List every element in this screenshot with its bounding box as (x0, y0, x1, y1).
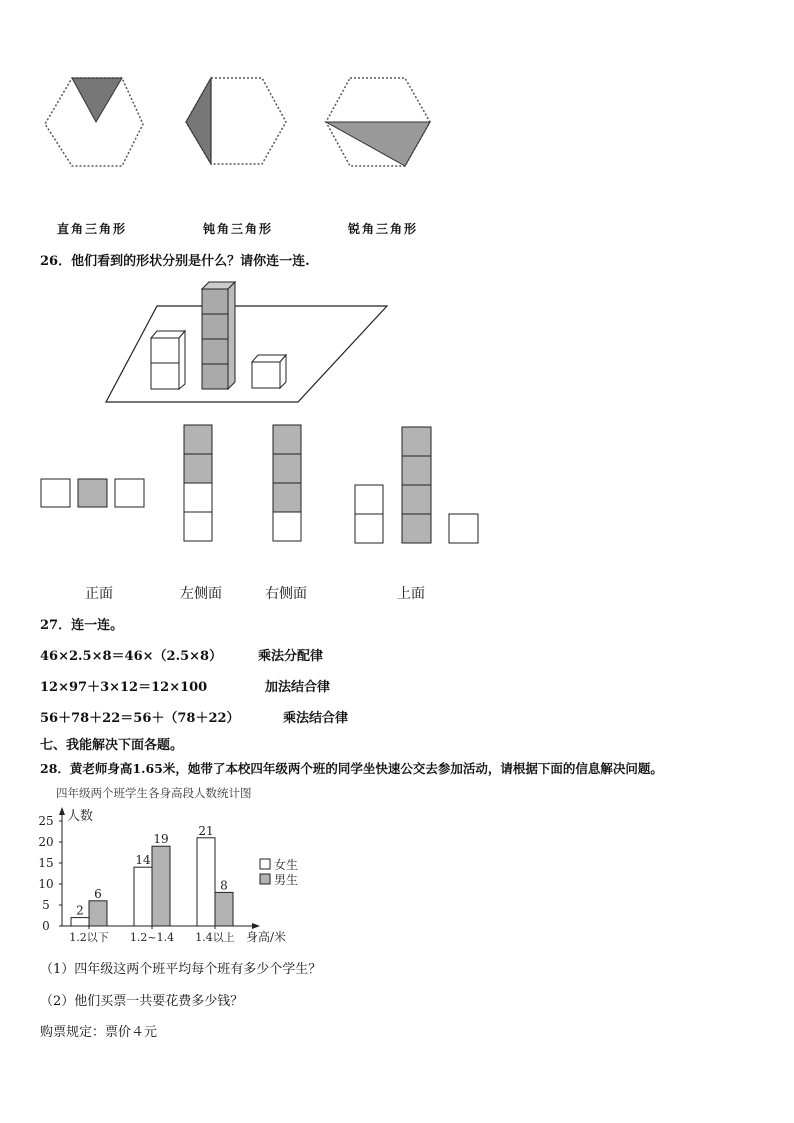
label-acute-triangle: 锐角三角形 (348, 222, 419, 236)
q27-law-2: 加法结合律 (265, 680, 331, 695)
legend-label: 男生 (274, 873, 299, 887)
q27-title: 27．连一连。 (40, 618, 124, 633)
y-tick-label: 20 (38, 835, 54, 849)
bar-value-label: 2 (76, 903, 84, 918)
bar (71, 918, 89, 926)
q28-sub2: （2）他们买票一共要花费多少钱？ (40, 994, 244, 1009)
bar (152, 846, 170, 926)
x-tick-label: 1.2以下 (69, 931, 109, 944)
q27-law-3: 乘法结合律 (283, 711, 349, 726)
legend-swatch (260, 859, 270, 869)
q27-law-1: 乘法分配律 (258, 649, 324, 664)
bar (134, 867, 152, 926)
legend-label: 女生 (274, 858, 299, 872)
section7-title: 七、我能解决下面各题。 (40, 738, 184, 753)
y-tick-label: 10 (38, 877, 54, 891)
q28-title: 28．黄老师身高1.65米，她带了本校四年级两个班的同学坐快速公交去参加活动，请根据下面的信息解决问题。 (40, 761, 663, 776)
bar-value-label: 6 (94, 886, 102, 901)
chart-title: 四年级两个班学生各身高段人数统计图 (56, 786, 252, 800)
view-label-top: 上面 (397, 586, 425, 602)
x-axis-arrow (252, 923, 260, 929)
view-label-right: 右侧面 (265, 586, 307, 602)
label-obtuse-triangle: 钝角三角形 (203, 222, 274, 236)
y-tick-label: 25 (38, 814, 54, 828)
view-label-left: 左侧面 (180, 586, 222, 602)
y-tick-label: 15 (38, 856, 54, 870)
q28-sub1: （1）四年级这两个班平均每个班有多少个学生？ (40, 962, 322, 977)
y-tick-label: 0 (42, 919, 50, 933)
bar-value-label: 19 (153, 832, 169, 847)
bar-value-label: 21 (198, 823, 214, 838)
bar (197, 838, 215, 926)
bar-value-label: 14 (135, 853, 151, 868)
x-tick-label: 1.2~1.4 (129, 931, 175, 944)
label-right-triangle: 直角三角形 (57, 222, 128, 236)
y-tick-label: 5 (42, 898, 50, 912)
q26-title: 26．他们看到的形状分别是什么？请你连一连. (40, 254, 310, 269)
legend-swatch (260, 874, 270, 884)
bar (215, 892, 233, 926)
q27-expr-2: 12×97＋3×12＝12×100 (40, 680, 208, 695)
y-axis-arrow (59, 807, 65, 815)
x-axis-label: 身高/米 (245, 930, 287, 944)
y-axis-label: 人数 (66, 809, 94, 824)
q27-expr-1: 46×2.5×8＝46×（2.5×8） (40, 649, 223, 664)
view-label-front: 正面 (85, 586, 113, 602)
q28-rule: 购票规定：票价４元 (40, 1025, 158, 1040)
q27-expr-3: 56＋78＋22＝56＋（78＋22） (40, 711, 240, 726)
bar-value-label: 8 (220, 878, 228, 893)
bar (89, 901, 107, 926)
x-tick-label: 1.4以上 (195, 931, 235, 944)
